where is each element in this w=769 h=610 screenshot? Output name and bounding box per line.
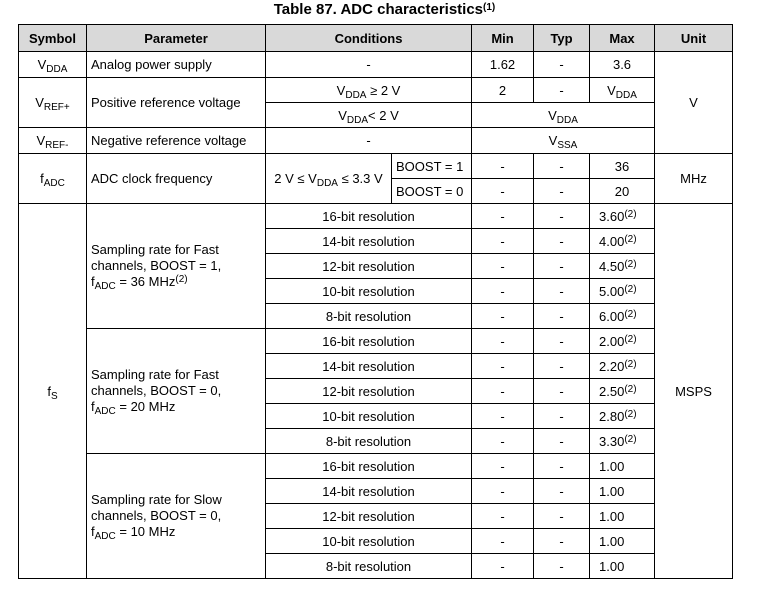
max-cell bbox=[590, 254, 655, 279]
max-cell bbox=[590, 354, 655, 379]
max-cell bbox=[590, 554, 655, 579]
max-note: (2) bbox=[624, 358, 637, 370]
max-value: 1.00 bbox=[599, 483, 625, 499]
conditions-cell bbox=[266, 154, 392, 204]
param-line: Sampling rate for Fast bbox=[91, 242, 219, 257]
param-sub: ADC bbox=[94, 281, 116, 292]
max-sub: DDA bbox=[615, 89, 637, 101]
symbol-text: V bbox=[35, 95, 44, 110]
typ-cell: - bbox=[534, 254, 590, 279]
parameter-cell: Analog power supply bbox=[87, 52, 266, 78]
min-cell: 2 bbox=[472, 78, 534, 103]
max-note: (2) bbox=[624, 333, 637, 345]
value-cell bbox=[472, 103, 655, 128]
typ-cell: - bbox=[534, 52, 590, 78]
param-note: (2) bbox=[175, 274, 188, 285]
symbol-sub: ADC bbox=[43, 178, 65, 189]
min-cell: - bbox=[472, 554, 534, 579]
resolution-cell: 8-bit resolution bbox=[266, 554, 472, 579]
header-min: Min bbox=[472, 25, 534, 52]
symbol-sub: S bbox=[50, 390, 58, 402]
cond-rest: < 2 V bbox=[368, 107, 399, 123]
cond-sub: DDA bbox=[346, 114, 369, 126]
max-note: (2) bbox=[624, 433, 637, 445]
min-cell: - bbox=[472, 429, 534, 454]
table-row-fs bbox=[19, 454, 733, 479]
table-row-fs bbox=[19, 329, 733, 354]
max-value: 4.50 bbox=[599, 258, 625, 274]
cond-sym: V bbox=[338, 107, 347, 123]
param-rest: = 20 MHz bbox=[115, 399, 176, 414]
min-cell: - bbox=[472, 229, 534, 254]
resolution-cell: 10-bit resolution bbox=[266, 279, 472, 304]
symbol-text: V bbox=[36, 133, 46, 148]
max-cell: 3.6 bbox=[590, 52, 655, 78]
resolution-cell: 12-bit resolution bbox=[266, 379, 472, 404]
param-sym: f bbox=[91, 274, 95, 289]
resolution-cell: 16-bit resolution bbox=[266, 454, 472, 479]
param-line: channels, BOOST = 1, bbox=[91, 258, 222, 273]
cond-sym: V bbox=[336, 82, 346, 98]
min-cell: - bbox=[472, 479, 534, 504]
max-cell bbox=[590, 479, 655, 504]
param-sub: ADC bbox=[94, 531, 116, 542]
param-line: Sampling rate for Fast bbox=[91, 367, 219, 382]
header-row bbox=[19, 25, 733, 52]
value-sym: V bbox=[548, 133, 558, 148]
typ-cell: - bbox=[534, 429, 590, 454]
table-row-vrefp bbox=[19, 78, 733, 103]
min-cell: - bbox=[472, 204, 534, 229]
symbol-sub: REF- bbox=[45, 140, 69, 151]
resolution-cell: 14-bit resolution bbox=[266, 354, 472, 379]
cond-rest: ≥ 2 V bbox=[366, 82, 401, 98]
max-value: 3.30 bbox=[599, 433, 625, 449]
param-line: channels, BOOST = 0, bbox=[91, 508, 222, 523]
max-note: (2) bbox=[624, 383, 637, 395]
parameter-cell: ADC clock frequency bbox=[87, 154, 266, 204]
table-title bbox=[0, 1, 769, 18]
resolution-cell: 8-bit resolution bbox=[266, 304, 472, 329]
conditions-cell: - bbox=[266, 128, 472, 154]
cond-b: ≤ 3.3 V bbox=[337, 171, 383, 186]
max-value: 1.00 bbox=[599, 558, 625, 574]
parameter-cell bbox=[87, 329, 266, 454]
min-cell: - bbox=[472, 379, 534, 404]
resolution-cell: 12-bit resolution bbox=[266, 254, 472, 279]
boost-cell: BOOST = 0 bbox=[392, 179, 472, 204]
header-symbol: Symbol bbox=[19, 25, 87, 52]
max-value: 1.00 bbox=[599, 458, 625, 474]
min-cell: - bbox=[472, 279, 534, 304]
max-value: 2.80 bbox=[599, 408, 625, 424]
min-cell: - bbox=[472, 354, 534, 379]
symbol-cell bbox=[19, 128, 87, 154]
max-cell bbox=[590, 529, 655, 554]
header-unit: Unit bbox=[655, 25, 733, 52]
max-value: 5.00 bbox=[599, 283, 625, 299]
min-cell: - bbox=[472, 179, 534, 204]
max-note: (2) bbox=[624, 408, 637, 420]
typ-cell: - bbox=[534, 204, 590, 229]
param-rest: = 36 MHz bbox=[115, 274, 176, 289]
symbol-cell bbox=[19, 78, 87, 128]
header-conditions: Conditions bbox=[266, 25, 472, 52]
min-cell: - bbox=[472, 454, 534, 479]
min-cell: - bbox=[472, 529, 534, 554]
table-row-vdda bbox=[19, 52, 733, 78]
param-line: channels, BOOST = 0, bbox=[91, 383, 222, 398]
max-value: 4.00 bbox=[599, 233, 625, 249]
max-value: 2.00 bbox=[599, 333, 625, 349]
parameter-cell bbox=[87, 454, 266, 579]
typ-cell: - bbox=[534, 329, 590, 354]
table-title-note: (1) bbox=[483, 2, 496, 13]
max-cell bbox=[590, 404, 655, 429]
param-sym: f bbox=[91, 399, 95, 414]
typ-cell: - bbox=[534, 229, 590, 254]
typ-cell: - bbox=[534, 78, 590, 103]
max-value: 3.60 bbox=[599, 208, 625, 224]
resolution-cell: 10-bit resolution bbox=[266, 529, 472, 554]
max-value: 2.50 bbox=[599, 383, 625, 399]
typ-cell: - bbox=[534, 504, 590, 529]
cond-sub: DDA bbox=[345, 89, 367, 101]
max-cell bbox=[590, 429, 655, 454]
max-sym: V bbox=[607, 82, 616, 98]
resolution-cell: 8-bit resolution bbox=[266, 429, 472, 454]
typ-cell: - bbox=[534, 379, 590, 404]
typ-cell: - bbox=[534, 154, 590, 179]
header-max: Max bbox=[590, 25, 655, 52]
max-cell bbox=[590, 229, 655, 254]
resolution-cell: 12-bit resolution bbox=[266, 504, 472, 529]
adc-characteristics-table bbox=[18, 24, 733, 579]
param-rest: = 10 MHz bbox=[115, 524, 176, 539]
symbol-text: V bbox=[37, 57, 47, 72]
symbol-text: f bbox=[47, 383, 51, 399]
table-title-text: Table 87. ADC characteristics bbox=[273, 1, 484, 18]
conditions-cell bbox=[266, 78, 472, 103]
table-row-vrefm bbox=[19, 128, 733, 154]
max-value: 2.20 bbox=[599, 358, 625, 374]
symbol-cell bbox=[19, 204, 87, 579]
parameter-cell bbox=[87, 204, 266, 329]
min-cell: 1.62 bbox=[472, 52, 534, 78]
max-cell bbox=[590, 379, 655, 404]
symbol-sub: DDA bbox=[46, 64, 68, 75]
unit-cell-mhz: MHz bbox=[655, 154, 733, 204]
header-typ: Typ bbox=[534, 25, 590, 52]
min-cell: - bbox=[472, 304, 534, 329]
max-note: (2) bbox=[624, 258, 637, 270]
resolution-cell: 14-bit resolution bbox=[266, 229, 472, 254]
min-cell: - bbox=[472, 504, 534, 529]
unit-cell-v: V bbox=[655, 52, 733, 154]
max-cell: 20 bbox=[590, 179, 655, 204]
conditions-cell: - bbox=[266, 52, 472, 78]
min-cell: - bbox=[472, 254, 534, 279]
max-value: 6.00 bbox=[599, 308, 625, 324]
typ-cell: - bbox=[534, 404, 590, 429]
param-sym: f bbox=[91, 524, 95, 539]
max-note: (2) bbox=[624, 208, 637, 220]
max-value: 1.00 bbox=[599, 533, 625, 549]
typ-cell: - bbox=[534, 454, 590, 479]
max-cell bbox=[590, 504, 655, 529]
max-value: 1.00 bbox=[599, 508, 625, 524]
max-cell bbox=[590, 204, 655, 229]
max-cell: 36 bbox=[590, 154, 655, 179]
cond-sub: DDA bbox=[316, 178, 338, 189]
boost-cell: BOOST = 1 bbox=[392, 154, 472, 179]
value-cell bbox=[472, 128, 655, 154]
value-sym: V bbox=[548, 107, 557, 123]
cond-a: 2 V ≤ V bbox=[274, 171, 317, 186]
max-note: (2) bbox=[624, 283, 637, 295]
typ-cell: - bbox=[534, 529, 590, 554]
max-cell bbox=[590, 279, 655, 304]
min-cell: - bbox=[472, 329, 534, 354]
table-row-fadc bbox=[19, 154, 733, 179]
typ-cell: - bbox=[534, 479, 590, 504]
symbol-sub: REF+ bbox=[43, 102, 70, 113]
value-sub: DDA bbox=[556, 114, 578, 126]
resolution-cell: 14-bit resolution bbox=[266, 479, 472, 504]
typ-cell: - bbox=[534, 279, 590, 304]
param-line: Sampling rate for Slow bbox=[91, 492, 222, 507]
resolution-cell: 10-bit resolution bbox=[266, 404, 472, 429]
typ-cell: - bbox=[534, 354, 590, 379]
header-parameter: Parameter bbox=[87, 25, 266, 52]
table-row-fs bbox=[19, 204, 733, 229]
typ-cell: - bbox=[534, 304, 590, 329]
symbol-text: f bbox=[40, 171, 44, 186]
unit-cell-msps: MSPS bbox=[655, 204, 733, 579]
param-sub: ADC bbox=[94, 406, 116, 417]
max-cell bbox=[590, 329, 655, 354]
parameter-cell: Negative reference voltage bbox=[87, 128, 266, 154]
parameter-cell: Positive reference voltage bbox=[87, 78, 266, 128]
value-sub: SSA bbox=[557, 140, 578, 151]
min-cell: - bbox=[472, 404, 534, 429]
min-cell: - bbox=[472, 154, 534, 179]
max-note: (2) bbox=[624, 308, 637, 320]
max-cell bbox=[590, 454, 655, 479]
max-cell bbox=[590, 304, 655, 329]
typ-cell: - bbox=[534, 179, 590, 204]
typ-cell: - bbox=[534, 554, 590, 579]
max-note: (2) bbox=[624, 233, 637, 245]
max-cell bbox=[590, 78, 655, 103]
symbol-cell bbox=[19, 52, 87, 78]
resolution-cell: 16-bit resolution bbox=[266, 329, 472, 354]
symbol-cell bbox=[19, 154, 87, 204]
resolution-cell: 16-bit resolution bbox=[266, 204, 472, 229]
conditions-cell bbox=[266, 103, 472, 128]
